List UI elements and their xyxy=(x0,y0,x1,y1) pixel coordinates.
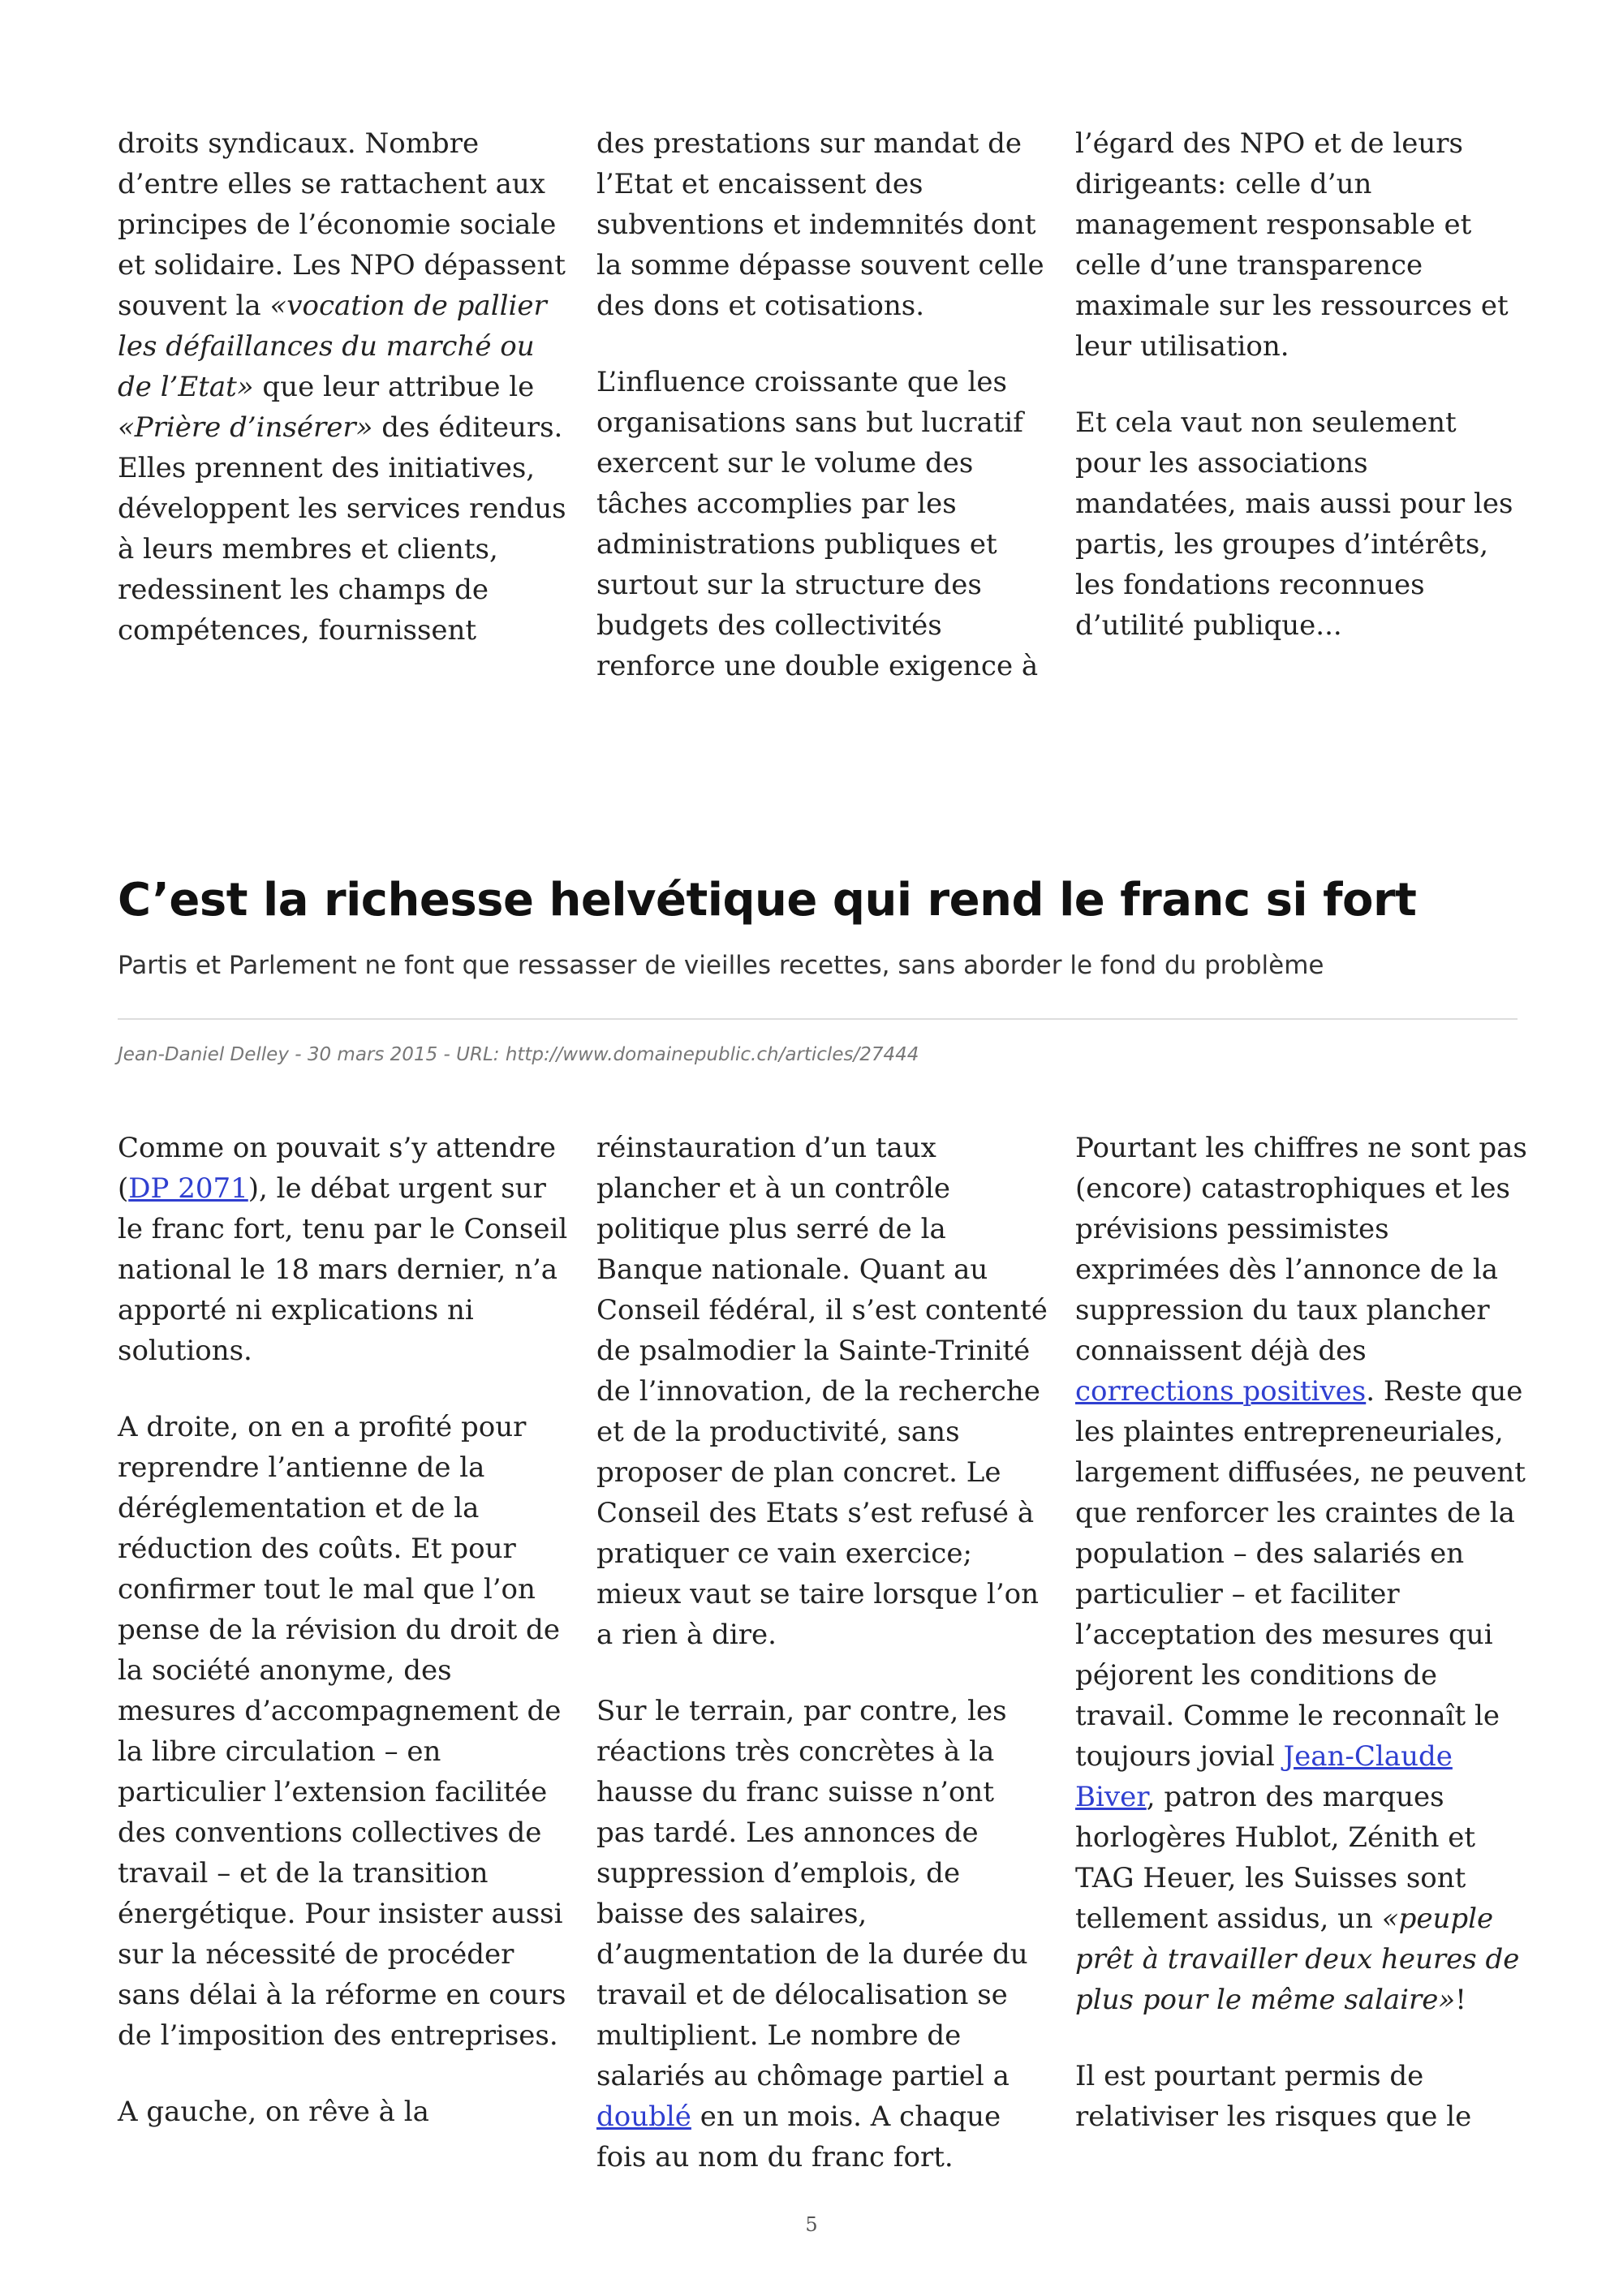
paragraph: droits syndicaux. Nombre d’entre elles se rattachent aux principes de l’économie sociale et solidaire. Les NPO dépassent souvent la «vocation de pallier les défaillances du marché ou de l’Etat» que leur attribue le «Prière d’insérer» des éditeurs. Elles prennent des initiatives, développent les services rendus à leurs membres et clients, redessinent les champs de compétences, fournissent xyxy=(118,127,566,647)
paragraph: réinstauration d’un taux plancher et à un contrôle politique plus serré de la Banque nationale. Quant au Conseil fédéral, il s’est contenté de psalmodier la Sainte-Trinité de l’innovation, de la recherche et de la productivité, sans proposer de plan concret. Le Conseil des Etats s’est refusé à pratiquer ce vain exercice; mieux vaut se taire lorsque l’on a rien à dire. xyxy=(596,1132,1048,1651)
link-jean-claude-biver[interactable]: Jean-Claude Biver xyxy=(1075,1740,1453,1813)
link-dp-2071[interactable]: DP 2071 xyxy=(128,1172,248,1205)
divider xyxy=(118,1018,1518,1020)
quote: «peuple prêt à travailler deux heures de plus pour le même salaire» xyxy=(1075,1903,1520,2016)
link-corrections-positives[interactable]: corrections positives xyxy=(1075,1375,1367,1408)
article-column-1 xyxy=(118,1128,572,2132)
paragraph: des prestations sur mandat de l’Etat et encaissent des subventions et indemnités dont la somme dépasse souvent celle des dons et cotisations. xyxy=(596,127,1044,322)
paragraph: A droite, on en a profité pour reprendre l’antienne de la déréglementation et de la réduction des coûts. Et pour confirmer tout le mal que l’on pense de la révision du droit de la société anonyme, des mesures d’accompagnement de la libre circulation – en particulier l’extension facilitée des conventions collectives de travail – et de la transition énergétique. Pour insister aussi sur la nécessité de procéder sans délai à la réforme en cours de l’imposition des entreprises. xyxy=(118,1411,566,2052)
article-subtitle: Partis et Parlement ne font que ressasser de vieilles recettes, sans aborder le fond du problème xyxy=(118,951,1324,980)
top-column-3 xyxy=(1075,123,1530,646)
paragraph: Comme on pouvait s’y attendre (DP 2071), le débat urgent sur le franc fort, tenu par le Conseil national le 18 mars dernier, n’a apporté ni explications ni solutions. xyxy=(118,1132,568,1367)
link-double[interactable]: doublé xyxy=(596,2100,691,2133)
paragraph: A gauche, on rêve à la xyxy=(118,2096,429,2128)
article-title: C’est la richesse helvétique qui rend le franc si fort xyxy=(118,874,1417,927)
article-meta: Jean-Daniel Delley - 30 mars 2015 - URL: http://www.domainepublic.ch/articles/27444 xyxy=(118,1044,919,1065)
page-number: 5 xyxy=(805,2213,818,2236)
paragraph: Il est pourtant permis de relativiser les risques que le xyxy=(1075,2060,1472,2133)
paragraph: Et cela vaut non seulement pour les associations mandatées, mais aussi pour les partis, les groupes d’intérêts, les fondations reconnues d’utilité publique... xyxy=(1075,406,1513,642)
top-column-2 xyxy=(596,123,1051,686)
paragraph: Pourtant les chiffres ne sont pas (encore) catastrophiques et les prévisions pessimistes exprimées dès l’annonce de la suppression du taux plancher connaissent déjà des corrections positives. Reste que les plaintes entrepreneuriales, largement diffusées, ne peuvent que renforcer les craintes de la population – des salariés en particulier – et faciliter l’acceptation des mesures qui péjorent les conditions de travail. Comme le reconnaît le toujours jovial Jean-Claude Biver, patron des marques horlogères Hublot, Zénith et TAG Heuer, les Suisses sont tellement assidus, un «peuple prêt à travailler deux heures de plus pour le même salaire»! xyxy=(1075,1132,1527,2016)
paragraph: l’égard des NPO et de leurs dirigeants: celle d’un management responsable et celle d’une transparence maximale sur les ressources et leur utilisation. xyxy=(1075,127,1509,363)
article-column-3 xyxy=(1075,1128,1530,2137)
top-column-1 xyxy=(118,123,572,651)
paragraph: Sur le terrain, par contre, les réactions très concrètes à la hausse du franc suisse n’ont pas tardé. Les annonces de suppression d’emplois, de baisse des salaires, d’augmentation de la durée du travail et de délocalisation se multiplient. Le nombre de salariés au chômage partiel a doublé en un mois. A chaque fois au nom du franc fort. xyxy=(596,1695,1028,2173)
quote: «vocation de pallier les défaillances du marché ou de l’Etat» xyxy=(118,290,547,403)
quote: «Prière d’insérer» xyxy=(118,411,373,444)
paragraph: L’influence croissante que les organisations sans but lucratif exercent sur le volume des tâches accomplies par les administrations publiques et surtout sur la structure des budgets des collectivités renforce une double exigence à xyxy=(596,366,1039,682)
article-column-2 xyxy=(596,1128,1051,2178)
